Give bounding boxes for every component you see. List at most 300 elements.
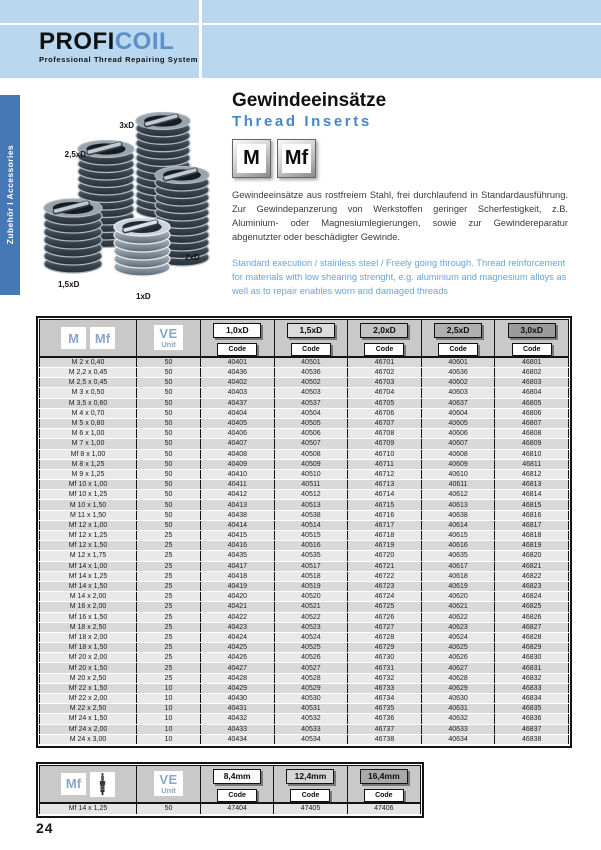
code-cell-15xd: 40516 — [274, 541, 348, 551]
code-cell-10xd: 40423 — [201, 622, 275, 632]
thread-size-cell: M 12 x 1,75 — [40, 551, 137, 561]
table-row — [40, 469, 569, 479]
code-cell-30xd: 46826 — [495, 612, 569, 622]
thread-size-cell: Mf 8 x 1,00 — [40, 449, 137, 459]
ve-cell: 10 — [137, 714, 201, 724]
code-cell-20xd: 46728 — [348, 632, 422, 642]
thread-size-cell: M 3,5 x 0,60 — [40, 398, 137, 408]
code-cell-15xd: 40527 — [274, 663, 348, 673]
code-cell-15xd: 40532 — [274, 714, 348, 724]
ve-cell: 25 — [137, 632, 201, 642]
badge-mf-letter: Mf — [282, 144, 311, 173]
thread-size-cell: Mf 22 x 1,50 — [40, 683, 137, 693]
code-cell-10xd: 40411 — [201, 480, 275, 490]
code-cell-20xd: 46705 — [348, 398, 422, 408]
unit-header — [137, 320, 201, 358]
code-cell-10xd: 40419 — [201, 581, 275, 591]
code-cell-20xd: 46710 — [348, 449, 422, 459]
code-cell-25xd: 40622 — [421, 612, 495, 622]
code-cell-10xd: 40421 — [201, 602, 275, 612]
code-cell-25xd: 40615 — [421, 531, 495, 541]
thread-type-header — [40, 320, 137, 358]
table-row — [40, 490, 569, 500]
code-cell-25xd: 40621 — [421, 602, 495, 612]
code-cell-15xd: 40538 — [274, 510, 348, 520]
code-cell-10xd: 40426 — [201, 653, 275, 663]
code-cell-30xd: 46836 — [495, 714, 569, 724]
ve-cell: 50 — [137, 378, 201, 388]
accessory-badge-mf: Mf — [61, 773, 86, 795]
ve-cell: 25 — [137, 541, 201, 551]
code-cell-10xd: 40434 — [201, 734, 275, 744]
code-cell-10xd: 40402 — [201, 378, 275, 388]
code-cell-84mm: 47404 — [201, 803, 274, 814]
size-column-header-25xd — [421, 320, 495, 358]
table-row — [40, 541, 569, 551]
code-cell-15xd: 40511 — [274, 480, 348, 490]
code-cell-20xd: 46723 — [348, 581, 422, 591]
accessory-table-header-row — [40, 766, 421, 804]
code-cell-20xd: 46718 — [348, 531, 422, 541]
code-cell-25xd: 40631 — [421, 704, 495, 714]
logo-tagline: Professional Thread Repairing System — [39, 55, 199, 64]
code-cell-15xd: 40536 — [274, 368, 348, 378]
table-row — [40, 734, 569, 744]
ve-unit-box — [154, 325, 182, 351]
code-cell-10xd: 40407 — [201, 439, 275, 449]
code-cell-20xd: 46737 — [348, 724, 422, 734]
code-cell-15xd: 40535 — [274, 551, 348, 561]
table-row — [40, 714, 569, 724]
table-row — [40, 459, 569, 469]
coil-size-label-25xd: 2,5xD — [64, 150, 86, 159]
code-cell-30xd: 46818 — [495, 531, 569, 541]
code-cell-30xd: 46808 — [495, 429, 569, 439]
code-cell-30xd: 46833 — [495, 683, 569, 693]
thread-size-cell: M 2,2 x 0,45 — [40, 368, 137, 378]
ve-cell: 10 — [137, 734, 201, 744]
accessory-unit-header — [137, 766, 201, 804]
code-label: Code — [512, 343, 552, 356]
table-row — [40, 673, 569, 683]
code-cell-20xd: 46726 — [348, 612, 422, 622]
ve-cell: 50 — [137, 480, 201, 490]
code-cell-10xd: 40431 — [201, 704, 275, 714]
thread-size-cell: Mf 12 x 1,25 — [40, 531, 137, 541]
code-cell-30xd: 46803 — [495, 378, 569, 388]
accessory-table — [36, 762, 424, 818]
code-cell-20xd: 46738 — [348, 734, 422, 744]
ve-cell: 25 — [137, 612, 201, 622]
size-label-164mm: 16,4mm — [360, 769, 408, 785]
code-cell-20xd: 46736 — [348, 714, 422, 724]
code-cell-10xd: 40428 — [201, 673, 275, 683]
thread-size-cell: Mf 10 x 1,25 — [40, 490, 137, 500]
thread-size-cell: M 16 x 2,00 — [40, 602, 137, 612]
code-cell-30xd: 46807 — [495, 418, 569, 428]
ve-cell: 25 — [137, 653, 201, 663]
size-column-header-30xd — [495, 320, 569, 358]
description-english: Standard execution / stainless steel / Freely going through. Thread reinforcement for materials with low shearing strenght, e.g. aluminium and magnesium alloys as well as to repair enables worn and damaged threads — [232, 258, 567, 296]
code-cell-25xd: 40629 — [421, 683, 495, 693]
code-cell-10xd: 40414 — [201, 520, 275, 530]
thread-size-cell: M 9 x 1,25 — [40, 469, 137, 479]
thread-size-cell: M 10 x 1,50 — [40, 500, 137, 510]
code-cell-10xd: 40437 — [201, 398, 275, 408]
code-cell-10xd: 40433 — [201, 724, 275, 734]
code-cell-20xd: 46706 — [348, 408, 422, 418]
code-cell-20xd: 46719 — [348, 541, 422, 551]
table-row — [40, 643, 569, 653]
code-cell-10xd: 40413 — [201, 500, 275, 510]
code-cell-30xd: 46825 — [495, 602, 569, 612]
ve-cell: 50 — [137, 439, 201, 449]
coil-illustration — [30, 105, 235, 310]
thread-size-cell: M 7 x 1,00 — [40, 439, 137, 449]
table-row — [40, 724, 569, 734]
code-cell-30xd: 46804 — [495, 388, 569, 398]
ve-label: VE — [159, 771, 178, 787]
thread-size-cell: Mf 14 x 1,00 — [40, 561, 137, 571]
header-badge-mf: Mf — [90, 327, 115, 349]
code-cell-20xd: 46704 — [348, 388, 422, 398]
code-cell-10xd: 40406 — [201, 429, 275, 439]
code-cell-10xd: 40412 — [201, 490, 275, 500]
code-cell-20xd: 46703 — [348, 378, 422, 388]
thread-size-cell: M 20 x 2,50 — [40, 673, 137, 683]
code-cell-25xd: 40628 — [421, 673, 495, 683]
code-cell-15xd: 40531 — [274, 704, 348, 714]
table-row — [40, 551, 569, 561]
top-banner — [0, 0, 601, 78]
code-cell-25xd: 40609 — [421, 459, 495, 469]
code-cell-25xd: 40638 — [421, 510, 495, 520]
thread-type-badges — [232, 139, 568, 178]
table-row — [40, 622, 569, 632]
code-cell-30xd: 46815 — [495, 500, 569, 510]
ve-cell: 50 — [137, 803, 201, 814]
badge-m-letter: M — [237, 144, 266, 173]
code-cell-20xd: 46707 — [348, 418, 422, 428]
thread-size-cell: M 2 x 0,40 — [40, 357, 137, 368]
code-cell-20xd: 46724 — [348, 592, 422, 602]
code-cell-30xd: 46821 — [495, 561, 569, 571]
code-cell-15xd: 40506 — [274, 429, 348, 439]
brand-logo — [39, 30, 198, 64]
table-row — [40, 520, 569, 530]
ve-cell: 50 — [137, 429, 201, 439]
code-cell-20xd: 46716 — [348, 510, 422, 520]
code-cell-10xd: 40410 — [201, 469, 275, 479]
code-cell-20xd: 46702 — [348, 368, 422, 378]
code-cell-25xd: 40614 — [421, 520, 495, 530]
code-cell-15xd: 40530 — [274, 694, 348, 704]
code-cell-20xd: 46734 — [348, 694, 422, 704]
code-cell-10xd: 40424 — [201, 632, 275, 642]
table-row — [40, 500, 569, 510]
table-row — [40, 357, 569, 368]
code-cell-10xd: 40418 — [201, 571, 275, 581]
unit-label: Unit — [161, 339, 176, 349]
code-cell-25xd: 40620 — [421, 592, 495, 602]
code-cell-15xd: 40505 — [274, 418, 348, 428]
table-row — [40, 803, 421, 814]
code-cell-30xd: 46819 — [495, 541, 569, 551]
code-cell-15xd: 40504 — [274, 408, 348, 418]
page-title-de: Gewindeeinsätze — [232, 90, 387, 111]
code-cell-20xd: 46732 — [348, 673, 422, 683]
code-cell-25xd: 40632 — [421, 714, 495, 724]
ve-cell: 50 — [137, 469, 201, 479]
size-label-15xd: 1,5xD — [287, 323, 335, 339]
code-cell-10xd: 40415 — [201, 531, 275, 541]
code-cell-15xd: 40519 — [274, 581, 348, 591]
code-cell-25xd: 40607 — [421, 439, 495, 449]
code-cell-25xd: 40612 — [421, 490, 495, 500]
size-label-25xd: 2,5xD — [434, 323, 482, 339]
code-cell-10xd: 40422 — [201, 612, 275, 622]
thread-size-cell: Mf 20 x 1,50 — [40, 663, 137, 673]
code-cell-30xd: 46830 — [495, 653, 569, 663]
table-row — [40, 694, 569, 704]
code-cell-30xd: 46810 — [495, 449, 569, 459]
table-row — [40, 368, 569, 378]
code-cell-25xd: 40604 — [421, 408, 495, 418]
ve-cell: 50 — [137, 510, 201, 520]
coil-size-label-1xd: 1xD — [136, 292, 151, 301]
thread-size-cell: M 14 x 2,00 — [40, 592, 137, 602]
code-cell-25xd: 40624 — [421, 632, 495, 642]
ve-cell: 25 — [137, 643, 201, 653]
accessory-thread-type-header — [40, 766, 137, 804]
code-label: Code — [364, 343, 404, 356]
accessory-table-body — [40, 803, 421, 814]
code-cell-124mm: 47405 — [274, 803, 347, 814]
code-cell-20xd: 46722 — [348, 571, 422, 581]
ve-cell: 25 — [137, 602, 201, 612]
ve-cell: 25 — [137, 592, 201, 602]
size-column-header-15xd — [274, 320, 348, 358]
thread-size-cell: Mf 16 x 1,50 — [40, 612, 137, 622]
description-german: Gewindeeinsätze aus rostfreiem Stahl, frei durchlaufend in Standardausführung. Zur Gewindepanzerung von Werkstoffen geringer Scherfestigkeit, z.B. Aluminium- oder Magnesiumlegierungen, sowie zur Gewindereparatur abgenutzter oder beschädigter Gewinde. — [232, 190, 568, 242]
table-row — [40, 480, 569, 490]
code-cell-15xd: 40509 — [274, 459, 348, 469]
code-cell-20xd: 46712 — [348, 469, 422, 479]
code-cell-30xd: 46813 — [495, 480, 569, 490]
size-column-header-164mm — [347, 766, 420, 804]
ve-cell: 50 — [137, 520, 201, 530]
code-cell-25xd: 40606 — [421, 429, 495, 439]
thread-size-cell: Mf 14 x 1,25 — [40, 571, 137, 581]
code-cell-30xd: 46828 — [495, 632, 569, 642]
code-cell-30xd: 46838 — [495, 734, 569, 744]
thread-size-cell: M 5 x 0,80 — [40, 418, 137, 428]
code-cell-25xd: 40636 — [421, 368, 495, 378]
main-product-table — [36, 316, 572, 748]
ve-cell: 25 — [137, 581, 201, 591]
code-cell-20xd: 46730 — [348, 653, 422, 663]
code-cell-10xd: 40429 — [201, 683, 275, 693]
code-cell-30xd: 46805 — [495, 398, 569, 408]
code-cell-25xd: 40619 — [421, 581, 495, 591]
code-cell-15xd: 40503 — [274, 388, 348, 398]
code-cell-10xd: 40427 — [201, 663, 275, 673]
accessory-ve-unit-box — [154, 771, 182, 797]
badge-m — [232, 139, 271, 178]
code-cell-25xd: 40626 — [421, 653, 495, 663]
code-cell-25xd: 40618 — [421, 571, 495, 581]
ve-cell: 10 — [137, 694, 201, 704]
code-cell-25xd: 40637 — [421, 398, 495, 408]
page-title-en: Thread Inserts — [232, 112, 372, 130]
code-cell-15xd: 40507 — [274, 439, 348, 449]
code-cell-20xd: 46731 — [348, 663, 422, 673]
code-cell-15xd: 40537 — [274, 398, 348, 408]
ve-cell: 25 — [137, 622, 201, 632]
table-row — [40, 439, 569, 449]
ve-cell: 10 — [137, 724, 201, 734]
code-cell-20xd: 46733 — [348, 683, 422, 693]
code-cell-25xd: 40611 — [421, 480, 495, 490]
code-cell-30xd: 46837 — [495, 724, 569, 734]
code-cell-15xd: 40508 — [274, 449, 348, 459]
code-cell-20xd: 46729 — [348, 643, 422, 653]
code-cell-10xd: 40408 — [201, 449, 275, 459]
code-cell-10xd: 40404 — [201, 408, 275, 418]
code-cell-20xd: 46708 — [348, 429, 422, 439]
code-cell-10xd: 40432 — [201, 714, 275, 724]
table-row — [40, 408, 569, 418]
thread-size-cell: Mf 12 x 1,50 — [40, 541, 137, 551]
size-label-10xd: 1,0xD — [213, 323, 261, 339]
ve-cell: 25 — [137, 571, 201, 581]
code-cell-25xd: 40633 — [421, 724, 495, 734]
code-cell-15xd: 40525 — [274, 643, 348, 653]
code-cell-15xd: 40529 — [274, 683, 348, 693]
code-label: Code — [438, 343, 478, 356]
table-row — [40, 449, 569, 459]
table-row — [40, 632, 569, 642]
thread-size-cell: Mf 14 x 1,25 — [40, 803, 137, 814]
logo-part-coil: COIL — [114, 28, 175, 55]
code-cell-15xd: 40526 — [274, 653, 348, 663]
code-label: Code — [291, 343, 331, 356]
ve-cell: 50 — [137, 490, 201, 500]
code-cell-25xd: 40603 — [421, 388, 495, 398]
ve-cell: 10 — [137, 704, 201, 714]
page-number: 24 — [36, 820, 54, 836]
ve-cell: 25 — [137, 673, 201, 683]
ve-cell: 50 — [137, 418, 201, 428]
size-label-124mm: 12,4mm — [286, 769, 334, 785]
code-cell-10xd: 40401 — [201, 357, 275, 368]
code-cell-10xd: 40409 — [201, 459, 275, 469]
code-cell-25xd: 40627 — [421, 663, 495, 673]
coil-size-label-2xd: 2xD — [185, 253, 200, 262]
code-cell-10xd: 40420 — [201, 592, 275, 602]
code-label: Code — [217, 789, 257, 802]
code-cell-15xd: 40518 — [274, 571, 348, 581]
code-cell-10xd: 40416 — [201, 541, 275, 551]
code-cell-10xd: 40425 — [201, 643, 275, 653]
thread-size-cell: M 8 x 1,25 — [40, 459, 137, 469]
code-cell-25xd: 40610 — [421, 469, 495, 479]
code-cell-25xd: 40608 — [421, 449, 495, 459]
code-cell-15xd: 40510 — [274, 469, 348, 479]
code-cell-25xd: 40613 — [421, 500, 495, 510]
code-cell-20xd: 46711 — [348, 459, 422, 469]
thread-size-cell: Mf 24 x 1,50 — [40, 714, 137, 724]
main-table-body — [40, 357, 569, 744]
code-cell-20xd: 46701 — [348, 357, 422, 368]
ve-cell: 25 — [137, 561, 201, 571]
code-cell-20xd: 46735 — [348, 704, 422, 714]
code-cell-20xd: 46714 — [348, 490, 422, 500]
code-cell-25xd: 40635 — [421, 551, 495, 561]
code-cell-10xd: 40438 — [201, 510, 275, 520]
thread-size-cell: M 18 x 2,50 — [40, 622, 137, 632]
code-cell-30xd: 46812 — [495, 469, 569, 479]
thread-size-cell: Mf 14 x 1,50 — [40, 581, 137, 591]
size-label-84mm: 8,4mm — [213, 769, 261, 785]
code-cell-30xd: 46835 — [495, 704, 569, 714]
code-cell-30xd: 46823 — [495, 581, 569, 591]
ve-cell: 50 — [137, 500, 201, 510]
code-cell-30xd: 46827 — [495, 622, 569, 632]
ve-cell: 25 — [137, 531, 201, 541]
table-row — [40, 683, 569, 693]
size-column-header-10xd — [201, 320, 275, 358]
code-cell-15xd: 40533 — [274, 724, 348, 734]
ve-cell: 50 — [137, 459, 201, 469]
code-label: Code — [290, 789, 330, 802]
code-cell-30xd: 46832 — [495, 673, 569, 683]
code-cell-30xd: 46811 — [495, 459, 569, 469]
table-row — [40, 592, 569, 602]
ve-label: VE — [159, 325, 178, 341]
code-cell-25xd: 40602 — [421, 378, 495, 388]
table-row — [40, 398, 569, 408]
code-cell-15xd: 40520 — [274, 592, 348, 602]
code-cell-30xd: 46802 — [495, 368, 569, 378]
coil-size-label-3xd: 3xD — [119, 121, 134, 130]
coil-size-label-15xd: 1,5xD — [58, 280, 80, 289]
ve-cell: 50 — [137, 357, 201, 368]
code-cell-30xd: 46822 — [495, 571, 569, 581]
code-cell-30xd: 46816 — [495, 510, 569, 520]
size-label-30xd: 3,0xD — [508, 323, 556, 339]
table-row — [40, 510, 569, 520]
code-cell-30xd: 46829 — [495, 643, 569, 653]
size-column-header-84mm — [201, 766, 274, 804]
thread-size-cell: Mf 12 x 1,00 — [40, 520, 137, 530]
thread-size-cell: Mf 22 x 2,00 — [40, 694, 137, 704]
code-cell-30xd: 46806 — [495, 408, 569, 418]
table-row — [40, 704, 569, 714]
intro-section — [232, 91, 568, 298]
thread-size-cell: Mf 18 x 1,50 — [40, 643, 137, 653]
table-row — [40, 388, 569, 398]
code-cell-15xd: 40524 — [274, 632, 348, 642]
unit-label: Unit — [161, 785, 176, 795]
thread-size-cell: Mf 10 x 1,00 — [40, 480, 137, 490]
logo-wordmark — [39, 30, 198, 54]
code-cell-15xd: 40521 — [274, 602, 348, 612]
code-cell-30xd: 46831 — [495, 663, 569, 673]
table-row — [40, 561, 569, 571]
banner-top-strip — [0, 0, 601, 23]
code-cell-25xd: 40625 — [421, 643, 495, 653]
